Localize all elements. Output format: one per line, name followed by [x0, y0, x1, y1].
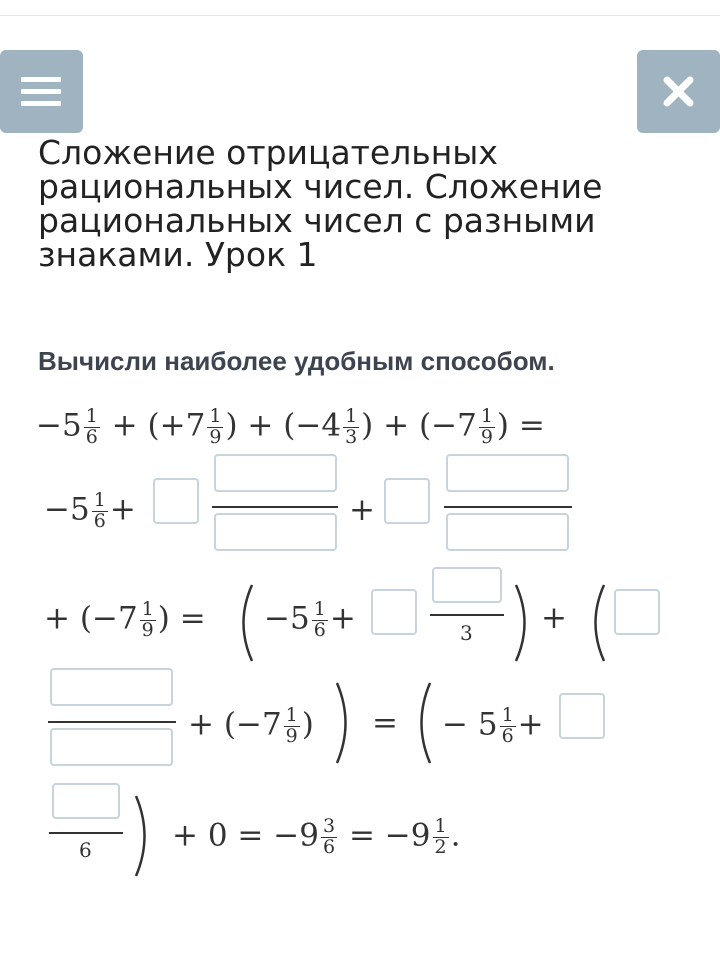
- denominator-input[interactable]: [50, 728, 173, 766]
- lesson-title: [38, 133, 698, 274]
- plus-sign: +: [541, 600, 567, 636]
- big-left-paren: [584, 582, 608, 664]
- title-line: Сложение отрицательных: [38, 133, 498, 172]
- fraction-bar: [430, 614, 504, 616]
- fraction-bar: [49, 832, 123, 834]
- numerator-input[interactable]: [446, 454, 569, 492]
- math-term: −5 $\frac{1}{6}$ +: [44, 489, 136, 532]
- numerator-input[interactable]: [52, 783, 120, 819]
- fraction-bar: [212, 506, 338, 508]
- numerator-input[interactable]: [214, 454, 337, 492]
- big-right-paren: [333, 680, 357, 766]
- title-line: знаками. Урок 1: [38, 235, 318, 274]
- answer-input[interactable]: [559, 693, 605, 739]
- math-line-1: −5 $\frac{1}{6}$ + (+7 $\frac{1}{9}$ ) + (−4 $\frac{1}{3}$ ) + (−7 $\frac{1}{9}$ ) =: [36, 405, 545, 448]
- close-x-icon: [637, 50, 720, 133]
- title-line: рациональных чисел с разными: [38, 201, 596, 240]
- denominator-input[interactable]: [214, 513, 337, 551]
- answer-input[interactable]: [153, 478, 199, 524]
- close-button[interactable]: [637, 50, 720, 133]
- math-term: + (−7 $\frac{1}{9}$ ): [188, 704, 314, 747]
- math-term: − 5 $\frac{1}{6}$ +: [442, 704, 544, 747]
- numerator-input[interactable]: [50, 668, 173, 706]
- plus-sign: +: [349, 492, 375, 528]
- math-term: + (−7 $\frac{1}{9}$ ) =: [44, 598, 206, 641]
- fraction-bar: [444, 506, 572, 508]
- task-instruction: Вычисли наиболее удобным способом.: [38, 346, 555, 376]
- answer-input[interactable]: [384, 478, 430, 524]
- math-term: −5 $\frac{1}{6}$ +: [264, 598, 356, 641]
- math-line-final: + 0 = −9 $\frac{3}{6}$ = −9 $\frac{1}{2}$ .: [172, 815, 461, 858]
- numerator-input[interactable]: [432, 567, 502, 603]
- denominator: 6: [79, 838, 92, 862]
- fraction-bar: [48, 721, 176, 723]
- big-left-paren: [410, 680, 434, 766]
- denominator-input[interactable]: [446, 513, 569, 551]
- answer-input[interactable]: [614, 589, 660, 635]
- answer-input[interactable]: [371, 589, 417, 635]
- big-right-paren: [132, 793, 156, 879]
- denominator: 3: [460, 621, 473, 645]
- big-right-paren: [512, 582, 536, 664]
- equals-sign: =: [372, 705, 398, 741]
- menu-button[interactable]: [0, 50, 83, 133]
- top-divider: [0, 15, 720, 16]
- title-line: рациональных чисел. Сложение: [38, 167, 603, 206]
- big-left-paren: [232, 582, 256, 664]
